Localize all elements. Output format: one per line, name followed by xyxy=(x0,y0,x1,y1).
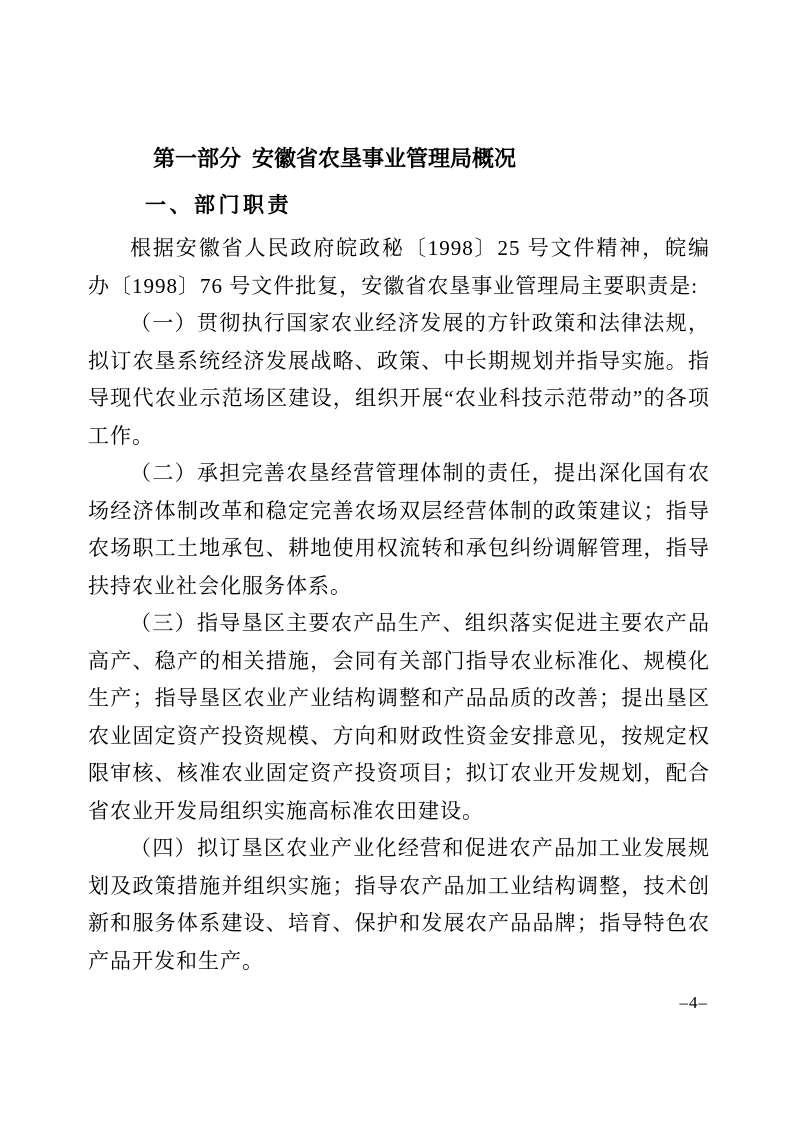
paragraph-duty-1: （一）贯彻执行国家农业经济发展的方针政策和法律法规，拟订农垦系统经济发展战略、政策、中长期规划并指导实施。指导现代农业示范场区建设，组织开展“农业科技示范带动”的各项工作。 xyxy=(88,311,710,448)
page-number: –4– xyxy=(679,993,708,1012)
section-heading: 一、部门职责 xyxy=(145,194,292,217)
paragraph-duty-2: （二）承担完善农垦经营管理体制的责任，提出深化国有农场经济体制改革和稳定完善农场双层经营体制的政策建议；指导农场职工土地承包、耕地使用权流转和承包纠纷调解管理，指导扶持农业社会化服务体系。 xyxy=(88,461,710,598)
document-content xyxy=(88,146,710,980)
document-title: 第一部分 安徽省农垦事业管理局概况 xyxy=(153,146,517,171)
paragraph-duty-4: （四）拟订垦区农业产业化经营和促进农产品加工业发展规划及政策措施并组织实施；指导农产品加工业结构调整，技术创新和服务体系建设、培育、保护和发展农产品品牌；指导特色农产品开发和生产。 xyxy=(88,836,710,973)
paragraph-duty-3: （三）指导垦区主要农产品生产、组织落实促进主要农产品高产、稳产的相关措施，会同有关部门指导农业标准化、规模化生产；指导垦区农业产业结构调整和产品品质的改善；提出垦区农业固定资产投资规模、方向和财政性资金安排意见，按规定权限审核、核准农业固定资产投资项目；拟订农业开发规划，配合省农业开发局组织实施高标准农田建设。 xyxy=(88,611,710,823)
paragraph-intro: 根据安徽省人民政府皖政秘〔1998〕25 号文件精神，皖编办〔1998〕76 号文件批复，安徽省农垦事业管理局主要职责是: xyxy=(88,236,710,298)
